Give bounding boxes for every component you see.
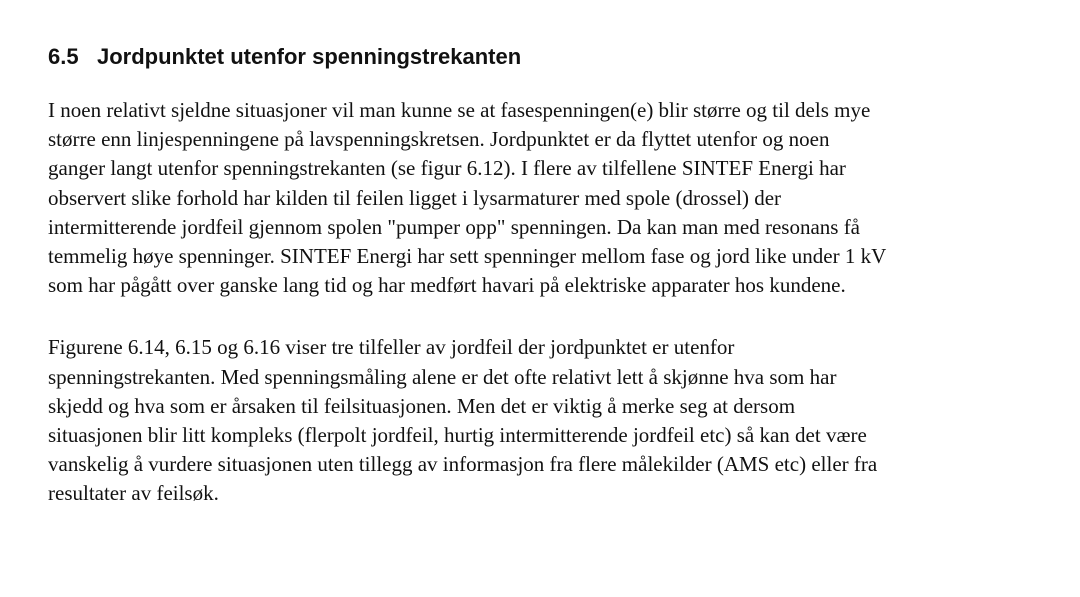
- section-heading: [48, 40, 1068, 74]
- text-line: vanskelig å vurdere situasjonen uten tillegg av informasjon fra flere målekilder (AMS etc) eller fra: [48, 452, 878, 477]
- text-line: som har pågått over ganske lang tid og har medført havari på elektriske apparater hos kundene.: [48, 273, 846, 298]
- document-page: [48, 40, 1068, 509]
- paragraph-2: [48, 333, 1068, 508]
- text-line: Figurene 6.14, 6.15 og 6.16 viser tre tilfeller av jordfeil der jordpunktet er utenfor: [48, 335, 735, 360]
- text-line: ganger langt utenfor spenningstrekanten (se figur 6.12). I flere av tilfellene SINTEF Energi har: [48, 156, 846, 181]
- text-line: observert slike forhold har kilden til feilen ligget i lysarmaturer med spole (drossel) der: [48, 185, 782, 210]
- text-line: intermitterende jordfeil gjennom spolen "pumper opp" spenningen. Da kan man med resonans få: [48, 214, 861, 239]
- text-line: I noen relativt sjeldne situasjoner vil man kunne se at fasespenningen(e) blir større og til dels mye: [48, 98, 871, 122]
- text-line: større enn linjespenningene på lavspenningskretsen. Jordpunktet er da flyttet utenfor og noen: [48, 127, 830, 152]
- text-line: spenningstrekanten. Med spenningsmåling alene er det ofte relativt lett å skjønne hva som har: [48, 364, 837, 389]
- text-line: situasjonen blir litt kompleks (flerpolt jordfeil, hurtig intermitterende jordfeil etc) så kan det være: [48, 423, 867, 448]
- text-line: skjedd og hva som er årsaken til feilsituasjonen. Men det er viktig å merke seg at dersom: [48, 393, 796, 418]
- text-line: temmelig høye spenninger. SINTEF Energi har sett spenninger mellom fase og jord like under 1 kV: [48, 244, 887, 269]
- paragraph-spacer: [48, 300, 1068, 333]
- section-title: Jordpunktet utenfor spenningstrekanten: [97, 44, 522, 69]
- section-number: 6.5: [48, 44, 79, 69]
- paragraph-1: [48, 96, 1068, 300]
- text-line: resultater av feilsøk.: [48, 481, 219, 506]
